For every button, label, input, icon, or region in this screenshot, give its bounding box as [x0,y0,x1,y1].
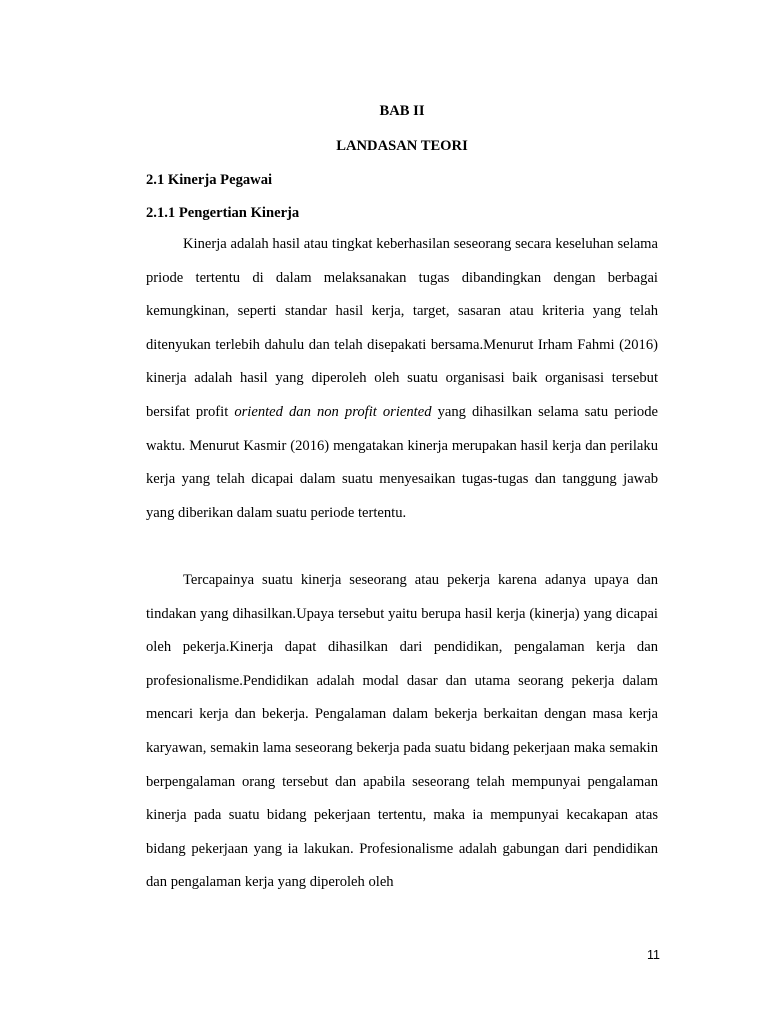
paragraph-1-text-b: yang dihasilkan selama satu periode waktu. Menurut Kasmir (2016) mengatakan kinerja merupakan hasil kerja dan perilaku kerja yang telah dicapai dalam suatu menyesaikan tugas-tugas dan tanggung jawab yang diberikan dalam suatu periode tertentu. [146,403,658,521]
paragraph-1-text-a: Kinerja adalah hasil atau tingkat keberhasilan seseorang secara keseluhan selama priode tertentu di dalam melaksanakan tugas dibandingkan dengan berbagai kemungkinan, seperti standar hasil kerja, target, sasaran atau kriteria yang telah ditenyukan terlebih dahulu dan telah disepakati bersama.Menurut Irham Fahmi (2016) kinerja adalah hasil yang diperoleh oleh suatu organisasi baik organisasi tersebut bersifat profit [146,236,658,420]
subsection-heading: 2.1.1 Pengertian Kinerja [146,205,300,221]
section-heading: 2.1 Kinerja Pegawai [146,172,273,188]
paragraph-1-italic-text: oriented dan non profit oriented [234,403,432,420]
page-number: 11 [647,948,660,962]
chapter-number: BAB II [379,103,425,119]
paragraph-2: Tercapainya suatu kinerja seseorang atau pekerja karena adanya upaya dan tindakan yang dihasilkan.Upaya tersebut yaitu berupa hasil kerja (kinerja) yang dicapai oleh pekerja.Kinerja dapat dihasilkan dari pendidikan, pengalaman kerja dan profesionalisme.Pendidikan adalah modal dasar dan utama seorang pekerja dalam mencari kerja dan bekerja. Pengalaman dalam bekerja berkaitan dengan masa kerja karyawan, semakin lama seseorang bekerja pada suatu bidang pekerjaan maka semakin berpengalaman orang tersebut dan apabila seseorang telah mempunyai pengalaman kinerja pada suatu bidang pekerjaan tertentu, maka ia mempunyai kecakapan atas bidang pekerjaan yang ia lakukan. Profesionalisme adalah gabungan dari pendidikan dan pengalaman kerja yang diperoleh oleh [146,572,658,891]
chapter-title: LANDASAN TEORI [336,138,468,154]
paragraph-1 [146,228,658,530]
